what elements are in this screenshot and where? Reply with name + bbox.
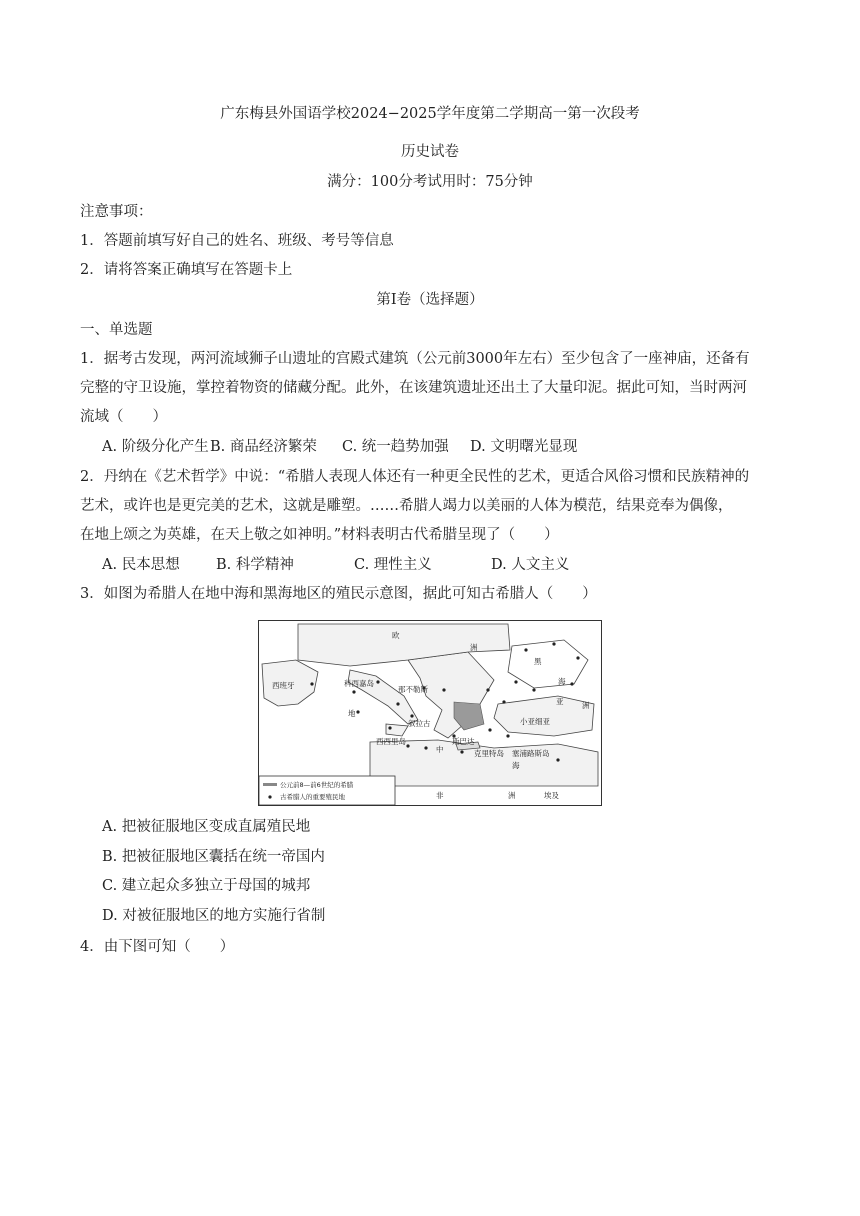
map-label-europe: 欧 [392,631,400,640]
map-label-mediterranean: 海 [512,761,520,770]
map-label-syracuse: 叙拉古 [408,719,431,728]
map-label-africa: 非 [436,791,444,800]
map-label-mediterranean: 地 [348,709,356,718]
map-label-black-sea: 海 [558,677,566,686]
map-label-naples: 那不勒斯 [398,685,428,694]
notice-item: 1．答题前填写好自己的姓名、班级、考号等信息 [80,233,394,249]
greek-colonization-map [258,620,602,806]
question-2-line: 2．丹纳在《艺术哲学》中说：“希腊人表现人体还有一种更全民性的艺术，更适合风俗习惯和民族精神的 [80,469,750,485]
map-label-corsica: 科西嘉岛 [344,679,374,688]
map-legend [259,776,395,805]
question-1-line: 完整的守卫设施，掌控着物资的储藏分配。此外，在该建筑遗址还出土了大量印泥。据此可知，当时两河 [80,380,747,396]
map-label-cyprus: 塞浦路斯岛 [512,749,550,758]
option-d[interactable]: D. 文明曙光显现 [470,439,578,455]
option-b[interactable]: B. 把被征服地区囊括在统一帝国内 [102,849,325,865]
exam-meta: 满分：100分考试用时：75分钟 [327,174,533,190]
legend-colony: 古希腊人的重要殖民地 [280,793,345,801]
option-b[interactable]: B. 商品经济繁荣 [210,439,317,455]
question-1-options [102,437,702,457]
map-label-crete: 克里特岛 [474,749,504,758]
option-c[interactable]: C. 统一趋势加强 [342,439,449,455]
map-label-spain: 西班牙 [272,681,295,690]
exam-subject: 历史试卷 [401,144,459,160]
notice-item: 2．请将答案正确填写在答题卡上 [80,262,293,278]
question-2-options [102,555,702,575]
question-1-line: 流域（ ） [80,409,167,425]
question-2-line: 在地上颂之为英雄，在天上敬之如神明。”材料表明古代希腊呈现了（ ） [80,527,559,543]
option-c[interactable]: C. 建立起众多独立于母国的城邦 [102,878,311,894]
map-label-africa: 洲 [508,791,516,800]
question-2-line: 艺术，或许也是更完美的艺术，这就是雕塑。……希腊人竭力以美丽的人体为模范，结果竞奉为偶像， [80,498,733,514]
map-label-mediterranean: 中 [436,745,444,754]
section-title: 第I卷（选择题） [376,292,484,308]
map-label-asia: 亚 [556,697,564,706]
option-c[interactable]: C. 理性主义 [354,557,432,573]
option-d[interactable]: D. 对被征服地区的地方实施行省制 [102,908,326,924]
option-a[interactable]: A. 把被征服地区变成直属殖民地 [102,819,311,835]
section-type: 一、单选题 [80,322,153,338]
question-3-line: 3．如图为希腊人在地中海和黑海地区的殖民示意图，据此可知古希腊人（ ） [80,586,597,602]
map-label-egypt: 埃及 [544,791,559,800]
option-d[interactable]: D. 人文主义 [491,557,570,573]
map-label-sparta: 斯巴达 [452,737,475,746]
question-4-line: 4．由下图可知（ ） [80,939,235,955]
map-label-europe: 洲 [470,643,478,652]
legend-range: 公元前8—前6世纪的希腊 [280,781,354,789]
question-1-line: 1．据考古发现，两河流域狮子山遗址的宫殿式建筑（公元前3000年左右）至少包含了一座神庙，还备有 [80,351,750,367]
notice-heading: 注意事项： [80,204,153,220]
map-label-sicily: 西西里岛 [376,737,406,746]
option-a[interactable]: A. 民本思想 [102,557,180,573]
option-b[interactable]: B. 科学精神 [216,557,294,573]
exam-title: 广东梅县外国语学校2024−2025学年度第二学期高一第一次段考 [220,106,640,122]
option-a[interactable]: A. 阶级分化产生 [102,439,209,455]
map-label-asia: 洲 [582,701,590,710]
map-label-asia-minor: 小亚细亚 [520,717,550,726]
map-label-black-sea: 黑 [534,657,542,666]
